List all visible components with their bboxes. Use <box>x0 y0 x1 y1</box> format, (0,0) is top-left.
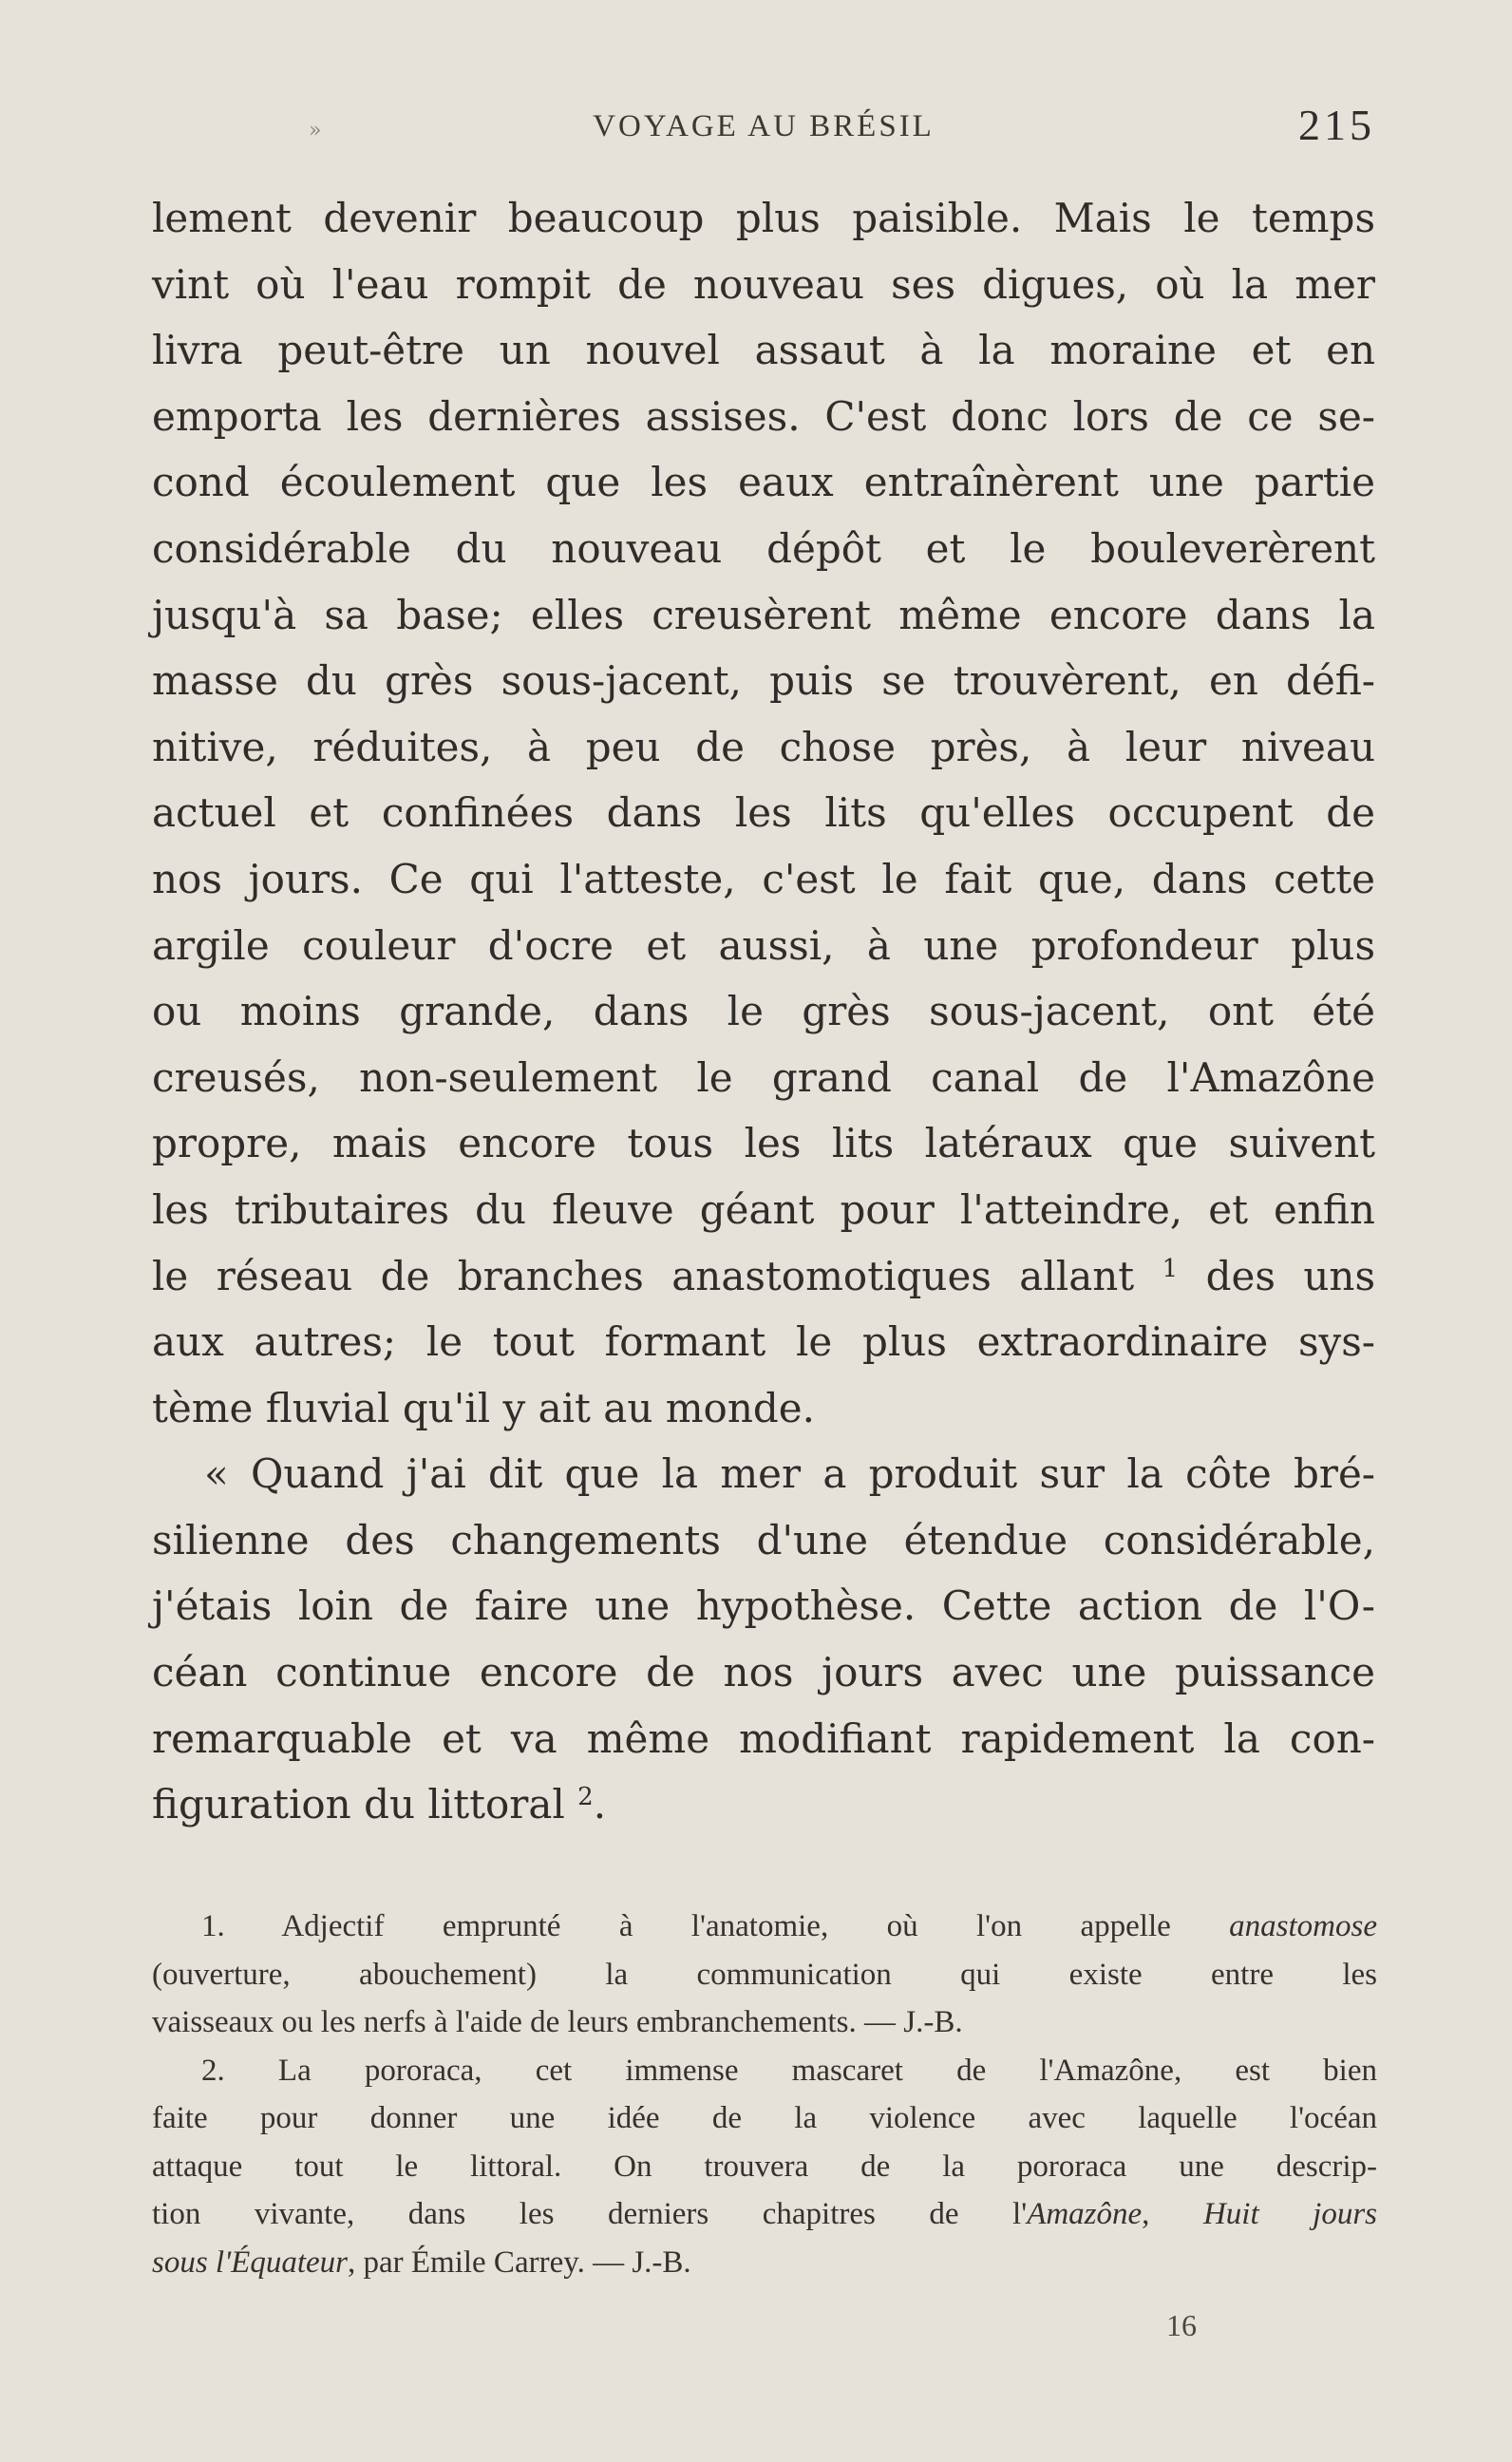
footnote-2-line <box>152 2190 1377 2239</box>
signature-mark: 16 <box>1166 2308 1197 2342</box>
text-segment: . <box>593 1781 607 1828</box>
text-line-with-note <box>152 1771 1375 1838</box>
text-segment: figuration du littoral <box>152 1781 578 1828</box>
text-line: « Quand j'ai dit que la mer a produit sur la côte bré- <box>204 1450 1375 1498</box>
text-line: creusés, non-seulement le grand canal de l'Amazône <box>152 1053 1375 1101</box>
footnote-2-line: 2. La pororaca, cet immense mascaret de l'Amazône, est bien <box>201 2053 1377 2088</box>
footnote-ref-2[interactable]: 2 <box>577 1783 594 1812</box>
footnote-2-line: faite pour donner une idée de la violence avec laquelle l'océan <box>152 2101 1377 2135</box>
text-segment: le réseau de branches anastomotiques allant <box>152 1252 1162 1299</box>
footnote-italic: anastomose <box>1229 1909 1377 1943</box>
text-line: céan continue encore de nos jours avec une puissance <box>152 1649 1375 1696</box>
footnote-1-line: (ouverture, abouchement) la communication qui existe entre les <box>152 1957 1377 1992</box>
page-number: 215 <box>1298 101 1375 149</box>
footnote-italic: Amazône <box>1027 2197 1143 2231</box>
text-line: aux autres; le tout formant le plus extraordinaire sys- <box>152 1318 1375 1366</box>
text-line: tème fluvial qu'il y ait au monde. <box>152 1384 815 1431</box>
text-line: masse du grès sous-jacent, puis se trouvèrent, en défi- <box>152 657 1375 705</box>
footnote-1-line: vaisseaux ou les nerfs à l'aide de leurs embranchements. — J.-B. <box>152 2005 963 2039</box>
footnote-1-line <box>152 1903 1377 1951</box>
text-line: silienne des changements d'une étendue considérable, <box>152 1516 1375 1563</box>
footnote-text: , par Émile Carrey. — J.-B. <box>347 2244 691 2280</box>
text-line: nos jours. Ce qui l'atteste, c'est le fait que, dans cette <box>152 855 1375 902</box>
text-line: propre, mais encore tous les lits latéraux que suivent <box>152 1120 1375 1167</box>
text-line: emporta les dernières assises. C'est donc lors de ce se- <box>152 392 1375 440</box>
text-line: cond écoulement que les eaux entraînèrent une partie <box>152 459 1375 506</box>
text-line: remarquable et va même modifiant rapidement la con- <box>152 1714 1375 1762</box>
running-head <box>152 100 1375 157</box>
footnotes <box>152 1903 1377 2286</box>
body-text <box>152 185 1375 1838</box>
printer-mark: » <box>309 119 322 142</box>
text-line: actuel et confinées dans les lits qu'elles occupent de <box>152 789 1375 837</box>
text-line: livra peut-être un nouvel assaut à la moraine et en <box>152 327 1375 374</box>
footnote-italic: sous l'Équateur <box>152 2244 348 2280</box>
text-segment: des uns <box>1178 1252 1375 1299</box>
text-line: ou moins grande, dans le grès sous-jacent, ont été <box>152 988 1375 1035</box>
footnote-2-line: attaque tout le littoral. On trouvera de la pororaca une descrip- <box>152 2149 1377 2184</box>
running-title: VOYAGE AU BRÉSIL <box>593 109 935 143</box>
text-line: les tributaires du fleuve géant pour l'atteindre, et enfin <box>152 1185 1375 1233</box>
text-line: vint où l'eau rompit de nouveau ses digues, où la mer <box>152 260 1375 308</box>
text-line: jusqu'à sa base; elles creusèrent même encore dans la <box>152 591 1375 638</box>
text-line-with-note <box>152 1243 1375 1310</box>
footnote-text: , <box>1142 2197 1203 2231</box>
footnote-italic: Huit jours <box>1202 2197 1377 2231</box>
text-line: nitive, réduites, à peu de chose près, à leur niveau <box>152 723 1375 770</box>
footnote-text: tion vivante, dans les derniers chapitres de l' <box>152 2197 1028 2231</box>
text-line: considérable du nouveau dépôt et le bouleverèrent <box>152 524 1375 572</box>
footnote-2-line <box>152 2239 1377 2287</box>
text-line: lement devenir beaucoup plus paisible. Mais le temps <box>152 195 1375 241</box>
footnote-text: 1. Adjectif emprunté à l'anatomie, où l'on appelle <box>201 1909 1230 1943</box>
text-line: j'étais loin de faire une hypothèse. Cette action de l'O- <box>152 1582 1375 1630</box>
footnote-ref-1[interactable]: 1 <box>1162 1254 1179 1283</box>
text-line: argile couleur d'ocre et aussi, à une profondeur plus <box>152 921 1375 969</box>
